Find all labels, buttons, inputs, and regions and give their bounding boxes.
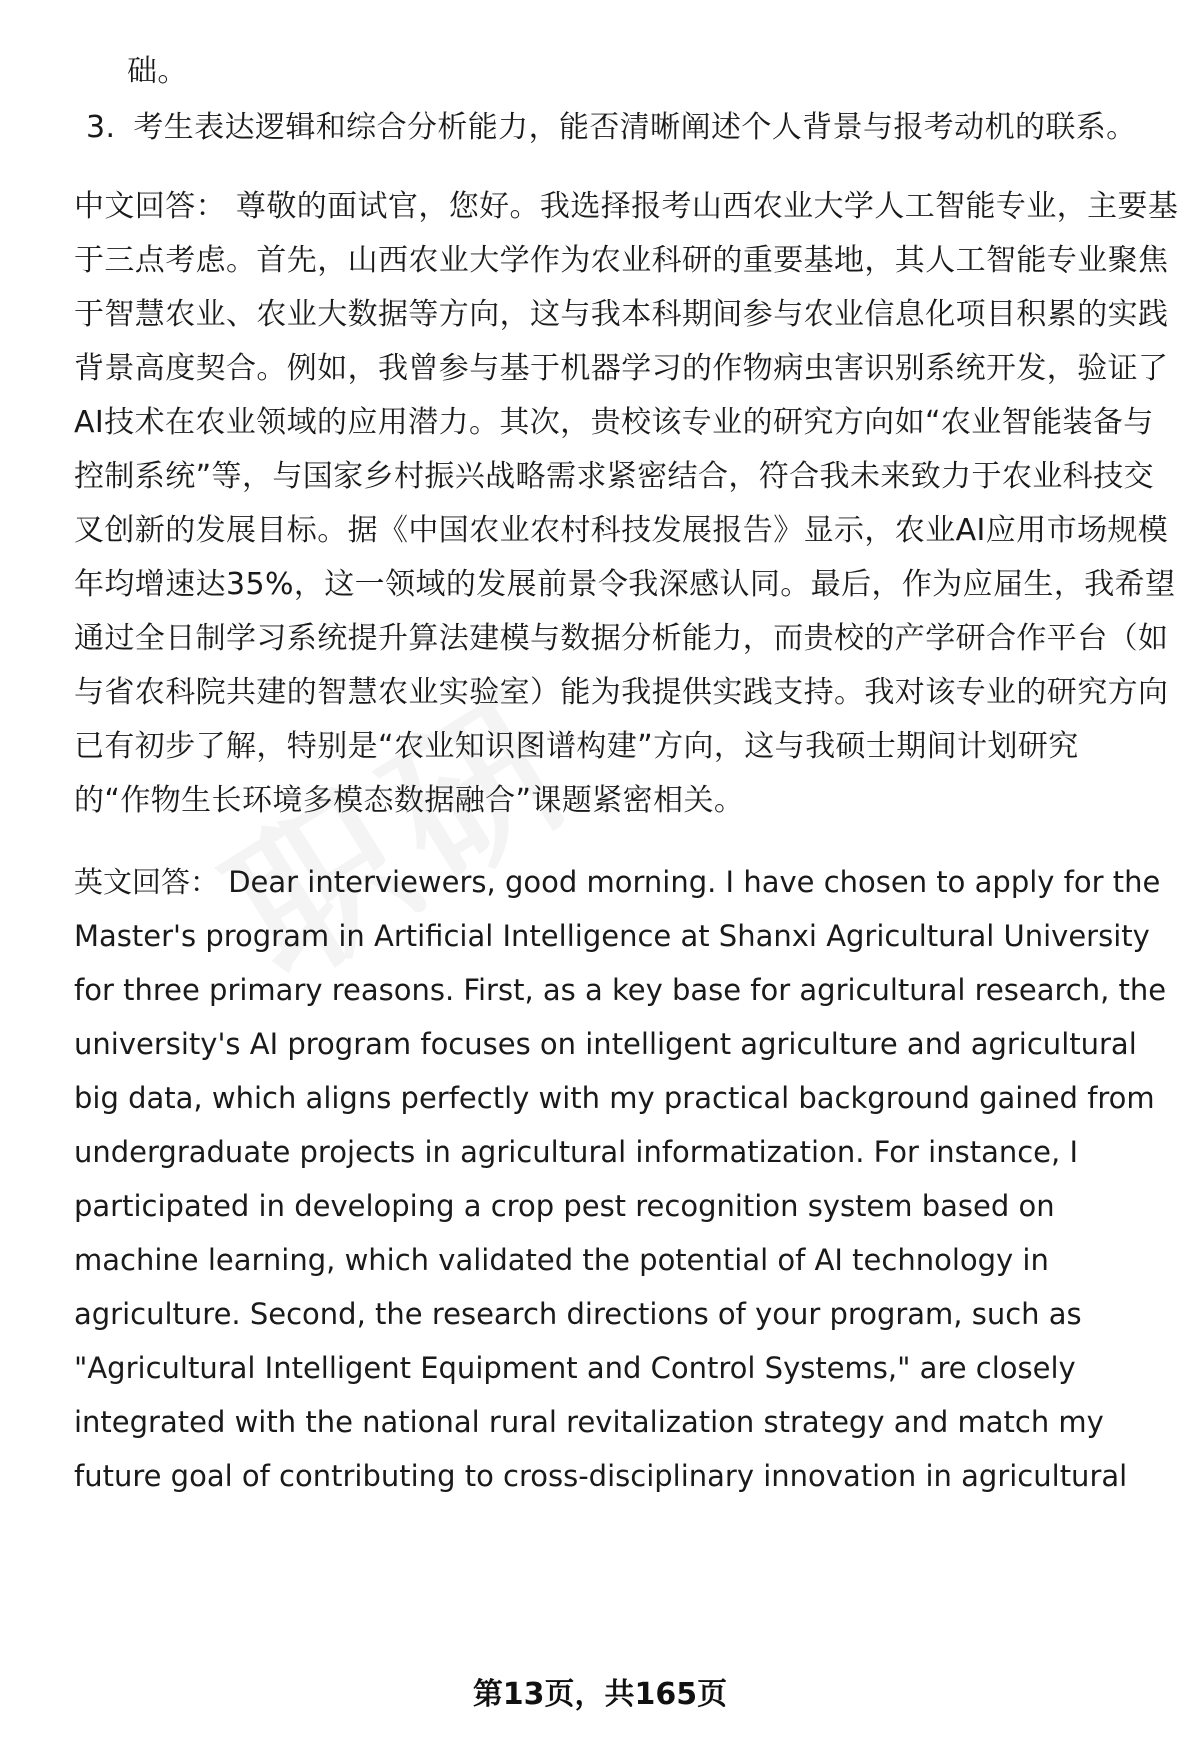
- chinese-answer-line: 于三点考虑。首先，山西农业大学作为农业科研的重要基地，其人工智能专业聚焦: [74, 243, 1169, 278]
- chinese-answer-line: 中文回答： 尊敬的面试官，您好。我选择报考山西农业大学人工智能专业，主要基: [74, 189, 1179, 224]
- english-answer-line: participated in developing a crop pest recognition system based on: [74, 1189, 1055, 1223]
- chinese-answer-line: 年均增速达35%，这一领域的发展前景令我深感认同。最后，作为应届生，我希望: [74, 567, 1176, 602]
- chinese-answer-line: 通过全日制学习系统提升算法建模与数据分析能力，而贵校的产学研合作平台（如: [74, 621, 1169, 656]
- english-answer-line: undergraduate projects in agricultural informatization. For instance, I: [74, 1135, 1079, 1169]
- chinese-answer-line: 于智慧农业、农业大数据等方向，这与我本科期间参与农业信息化项目积累的实践: [74, 297, 1169, 332]
- chinese-answer-line: 已有初步了解，特别是“农业知识图谱构建”方向，这与我硕士期间计划研究: [74, 729, 1079, 764]
- english-answer-line: Master's program in Artificial Intelligence at Shanxi Agricultural University: [74, 919, 1150, 953]
- english-answer-line: for three primary reasons. First, as a key base for agricultural research, the: [74, 973, 1167, 1007]
- chinese-answer-line: AI技术在农业领域的应用潜力。其次，贵校该专业的研究方向如“农业智能装备与: [74, 405, 1154, 440]
- chinese-answer-line: 背景高度契合。例如，我曾参与基于机器学习的作物病虫害识别系统开发，验证了: [74, 351, 1169, 386]
- chinese-answer-line: 的“作物生长环境多模态数据融合”课题紧密相关。: [74, 783, 745, 818]
- list-item-3: [86, 108, 1137, 148]
- english-answer-line: agriculture. Second, the research directions of your program, such as: [74, 1297, 1082, 1331]
- english-answer-line: "Agricultural Intelligent Equipment and Control Systems," are closely: [74, 1351, 1076, 1385]
- chinese-answer-line: 叉创新的发展目标。据《中国农业农村科技发展报告》显示，农业AI应用市场规模: [74, 513, 1169, 548]
- list-item-number: 3.: [86, 110, 116, 145]
- english-answer-line: 英文回答： Dear interviewers, good morning. I have chosen to apply for the: [74, 865, 1161, 899]
- top-fragment: 础。: [127, 54, 188, 89]
- english-answer-line: machine learning, which validated the potential of AI technology in: [74, 1243, 1049, 1277]
- chinese-answer-line: 与省农科院共建的智慧农业实验室）能为我提供实践支持。我对该专业的研究方向: [74, 675, 1169, 710]
- english-answer-line: big data, which aligns perfectly with my practical background gained from: [74, 1081, 1155, 1115]
- english-answer-line: future goal of contributing to cross-disciplinary innovation in agricultural: [74, 1459, 1128, 1493]
- chinese-answer-line: 控制系统”等，与国家乡村振兴战略需求紧密结合，符合我未来致力于农业科技交: [74, 459, 1154, 494]
- english-answer-line: university's AI program focuses on intelligent agriculture and agricultural: [74, 1027, 1137, 1061]
- english-answer-line: integrated with the national rural revitalization strategy and match my: [74, 1405, 1104, 1439]
- page-number: 第13页，共165页: [472, 1677, 728, 1712]
- list-item-text: 考生表达逻辑和综合分析能力，能否清晰阐述个人背景与报考动机的联系。: [133, 110, 1137, 145]
